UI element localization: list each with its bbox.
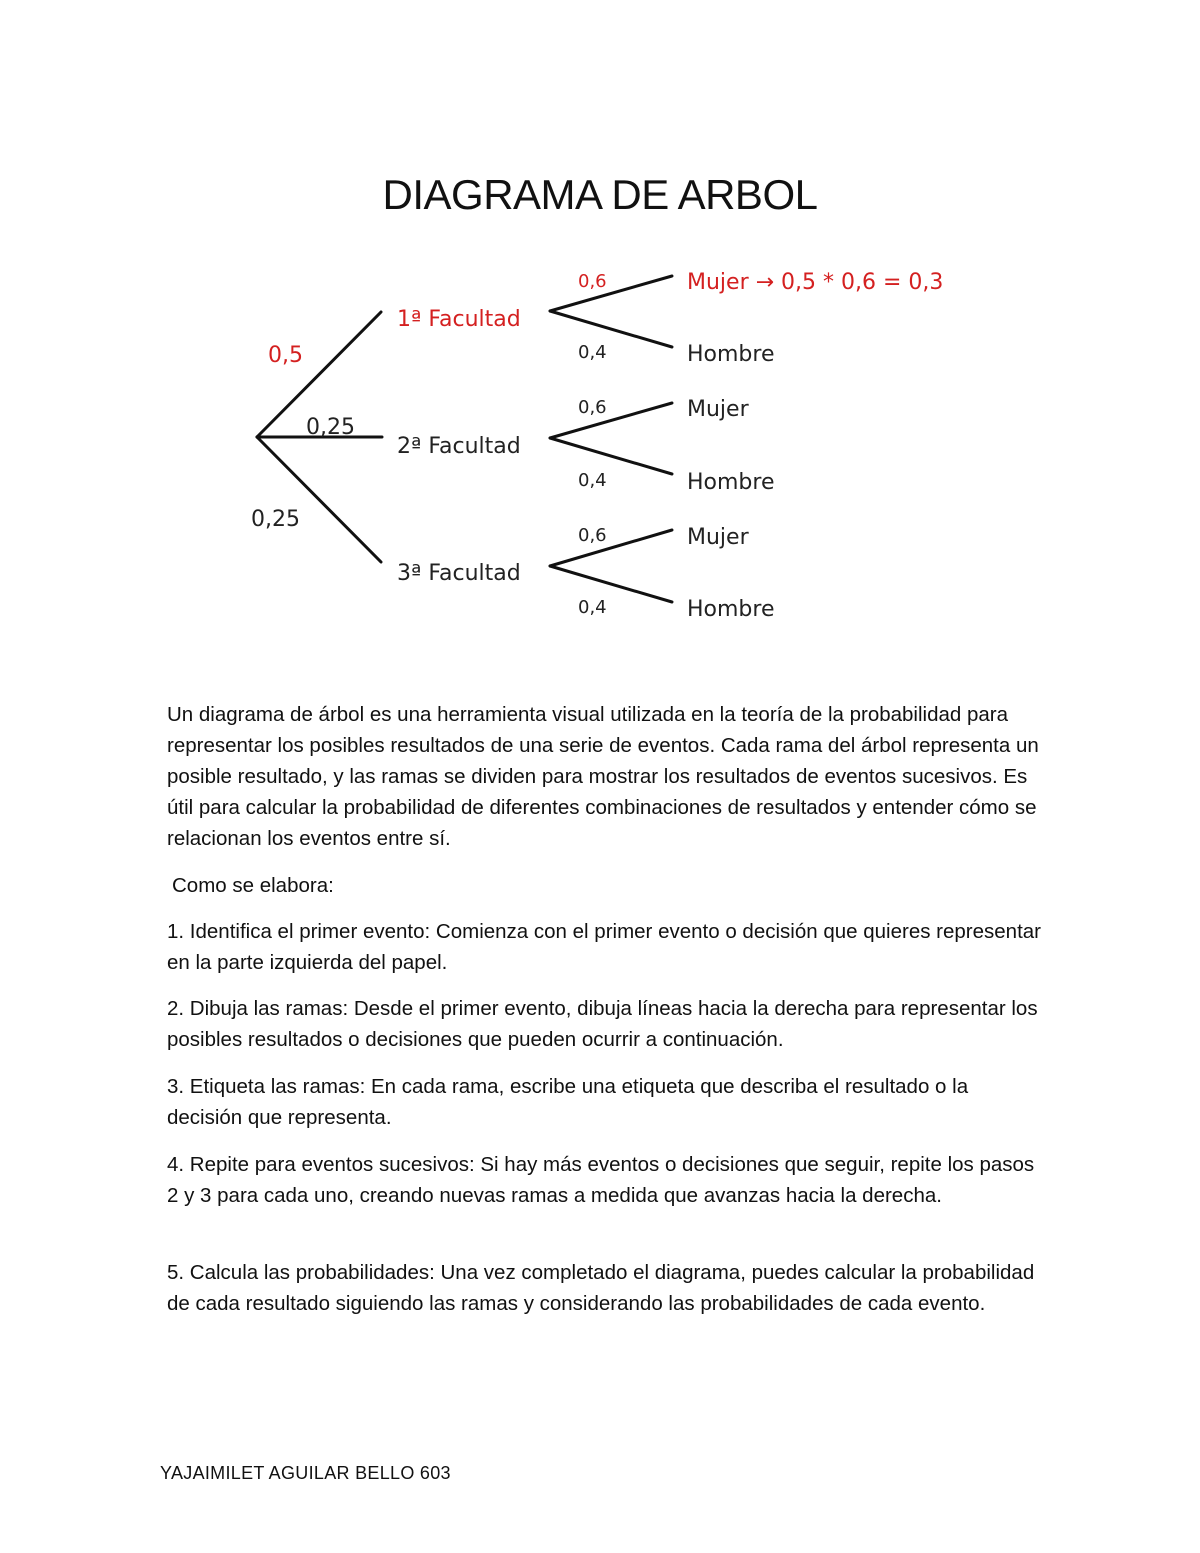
step-2: 2. Dibuja las ramas: Desde el primer evento, dibuja líneas hacia la derecha para representar los posibles resultados o decisiones que pueden ocurrir a continuación.: [167, 997, 1038, 1051]
outcome-3b: Hombre: [687, 597, 775, 622]
sub-branch-3b: [550, 566, 672, 602]
outcome-2a: Mujer: [687, 397, 749, 422]
how-heading: Como se elabora:: [172, 874, 334, 897]
intro-paragraph: Un diagrama de árbol es una herramienta visual utilizada en la teoría de la probabilidad para representar los posibles resultados de una serie de eventos. Cada rama del árbol representa un posible resultado, y las ramas se dividen para mostrar los resultados de eventos sucesivos. Es útil para calcular la probabilidad de diferentes combinaciones de resultados y entender cómo se relacionan los eventos entre sí.: [167, 703, 1039, 850]
outcome-2b: Hombre: [687, 470, 775, 495]
sub-prob-1a: 0,6: [578, 271, 607, 292]
first-prob-3: 0,25: [251, 507, 300, 532]
first-prob-1: 0,5: [268, 343, 303, 368]
step-4: 4. Repite para eventos sucesivos: Si hay más eventos o decisiones que seguir, repite los pasos 2 y 3 para cada uno, creando nuevas ramas a medida que avanzas hacia la derecha.: [167, 1153, 1035, 1207]
step-3: 3. Etiqueta las ramas: En cada rama, escribe una etiqueta que describa el resultado o la decisión que representa.: [167, 1075, 969, 1129]
first-prob-2: 0,25: [306, 415, 355, 440]
footer-author: YAJAIMILET AGUILAR BELLO 603: [160, 1463, 451, 1483]
sub-branch-3a: [550, 530, 672, 566]
branch-line-3: [257, 437, 381, 562]
sub-branch-2a: [550, 403, 672, 438]
sub-branch-1b: [550, 311, 672, 347]
step-1: 1. Identifica el primer evento: Comienza con el primer evento o decisión que quieres representar en la parte izquierda del papel.: [167, 920, 1041, 974]
tree-diagram: [0, 0, 1200, 660]
node-facultad-1: 1ª Facultad: [397, 307, 521, 332]
outcome-3a: Mujer: [687, 525, 749, 550]
step-5: 5. Calcula las probabilidades: Una vez completado el diagrama, puedes calcular la probabilidad de cada resultado siguiendo las ramas y considerando las probabilidades de cada evento.: [167, 1261, 1035, 1315]
sub-prob-2b: 0,4: [578, 470, 607, 491]
outcome-1b: Hombre: [687, 342, 775, 367]
sub-branch-2b: [550, 438, 672, 474]
sub-prob-3b: 0,4: [578, 597, 607, 618]
node-facultad-3: 3ª Facultad: [397, 561, 521, 586]
page-title: DIAGRAMA DE ARBOL: [382, 171, 818, 219]
sub-prob-1b: 0,4: [578, 342, 607, 363]
node-facultad-2: 2ª Facultad: [397, 434, 521, 459]
sub-prob-3a: 0,6: [578, 525, 607, 546]
sub-prob-2a: 0,6: [578, 397, 607, 418]
outcome-1a: Mujer → 0,5 * 0,6 = 0,3: [687, 270, 944, 295]
sub-branch-1a: [550, 276, 672, 311]
